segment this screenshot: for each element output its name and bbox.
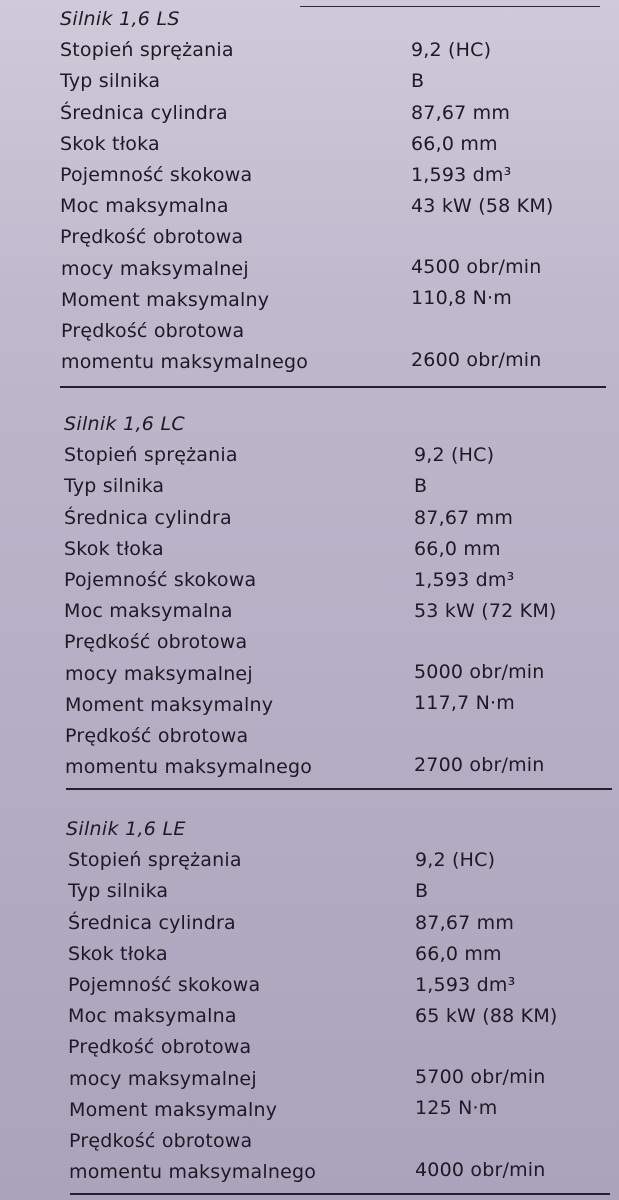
spec-value: B [415,880,429,903]
spec-value: 5000 obr/min [414,660,545,683]
spec-label: Średnica cylindra [68,911,236,934]
section-title: Silnik 1,6 LE [66,818,186,840]
spec-value: 43 kW (58 KM) [411,195,554,218]
spec-label: Moment maksymalny [69,1098,278,1121]
section-divider [60,386,606,388]
spec-label: Pojemność skokowa [68,974,261,996]
spec-value: 1,593 dm³ [414,569,515,591]
section-title: Silnik 1,6 LS [60,8,180,30]
spec-value: 4500 obr/min [411,255,542,278]
spec-value: 9,2 (HC) [415,849,496,872]
section-title: Silnik 1,6 LC [64,413,185,435]
spec-value: 110,8 N·m [411,286,512,309]
spec-label: Prędkość obrotowa [69,1130,253,1152]
spec-value: 1,593 dm³ [415,974,516,996]
spec-label: Moc maksymalna [68,1005,237,1028]
spec-label: momentu maksymalnego [65,756,313,779]
spec-label: Moment maksymalny [65,693,274,716]
spec-value: 66,0 mm [411,132,498,155]
spec-value: 2600 obr/min [411,349,542,372]
spec-label: mocy maksymalnej [61,257,249,280]
spec-label: Średnica cylindra [60,101,228,124]
spec-label: Skok tłoka [64,537,164,560]
spec-label: mocy maksymalnej [65,662,253,685]
spec-value: 117,7 N·m [414,691,515,714]
spec-label: Typ silnika [68,880,169,903]
spec-value: 4000 obr/min [415,1159,546,1182]
spec-value: 5700 obr/min [415,1065,546,1088]
spec-label: Stopień sprężania [64,444,238,467]
section-divider [66,788,612,790]
spec-label: Pojemność skokowa [60,164,253,186]
section-divider [70,1193,610,1195]
spec-value: 9,2 (HC) [414,444,495,467]
spec-value: 125 N·m [415,1096,498,1119]
spec-value: B [414,475,428,498]
spec-label: Typ silnika [60,70,161,93]
spec-label: Skok tłoka [68,942,168,965]
spec-label: Średnica cylindra [64,506,232,529]
spec-value: 65 kW (88 KM) [415,1005,558,1028]
spec-label: Moc maksymalna [60,195,229,218]
spec-label: Prędkość obrotowa [64,631,248,654]
spec-label: Prędkość obrotowa [65,725,249,747]
spec-value: B [411,70,425,93]
spec-label: Prędkość obrotowa [61,320,245,342]
spec-value: 87,67 mm [415,911,515,934]
spec-label: mocy maksymalnej [69,1067,257,1090]
spec-label: Moment maksymalny [61,288,270,311]
spec-value: 66,0 mm [414,537,501,560]
spec-label: Stopień sprężania [68,849,242,872]
spec-label: Pojemność skokowa [64,569,257,591]
spec-label: Prędkość obrotowa [60,226,244,249]
spec-label: Stopień sprężania [60,39,234,62]
spec-label: momentu maksymalnego [61,351,309,374]
spec-value: 9,2 (HC) [411,39,492,62]
spec-label: Moc maksymalna [64,600,233,623]
spec-label: Skok tłoka [60,132,160,155]
spec-value: 53 kW (72 KM) [414,600,557,623]
spec-value: 2700 obr/min [414,754,545,777]
spec-label: Typ silnika [64,475,165,498]
spec-value: 87,67 mm [414,506,514,529]
spec-label: Prędkość obrotowa [68,1036,252,1059]
spec-value: 87,67 mm [411,101,511,124]
spec-value: 1,593 dm³ [411,164,512,186]
spec-label: momentu maksymalnego [69,1161,317,1184]
spec-value: 66,0 mm [415,942,502,965]
